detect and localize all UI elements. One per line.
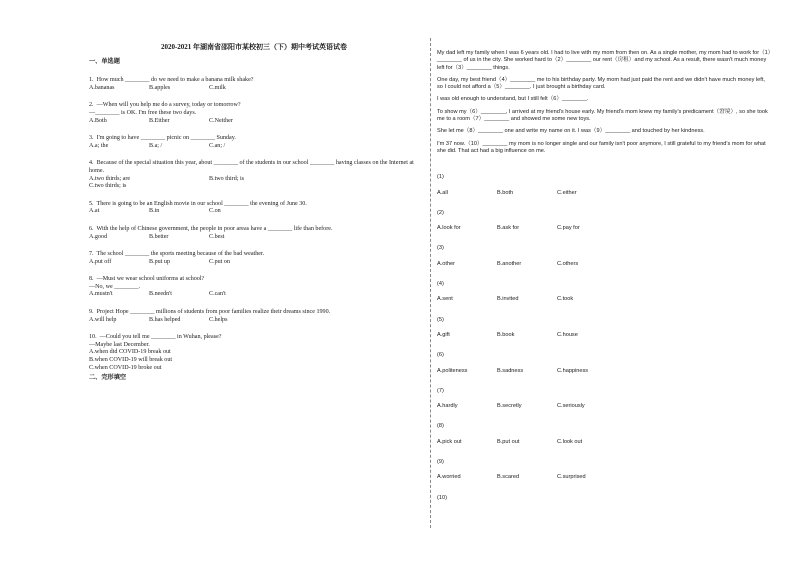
cloze-item: [437, 210, 772, 233]
option-c[interactable]: C.can't: [209, 291, 226, 298]
left-column: [89, 44, 419, 382]
option-a[interactable]: A.bananas: [89, 84, 115, 91]
question: [89, 226, 419, 241]
cloze-options: [437, 225, 772, 232]
option-b[interactable]: B.scared: [497, 474, 520, 481]
question-stem: 1. How much ________ do we need to make a banana milk shake?: [89, 77, 254, 84]
option-a[interactable]: A.put off: [89, 258, 112, 265]
option-c[interactable]: C.two thirds; is: [89, 183, 127, 190]
question: [89, 135, 419, 150]
option-c[interactable]: C.when COVID-19 broke out: [89, 364, 162, 371]
option-a[interactable]: A.all: [437, 189, 448, 196]
option-b[interactable]: B.a; /: [149, 142, 163, 149]
option-c[interactable]: C.house: [557, 331, 578, 338]
cloze-number: (5): [437, 316, 444, 323]
question-options: [89, 291, 419, 299]
question: [89, 251, 419, 266]
cloze-item: [437, 281, 772, 304]
option-c[interactable]: C.happiness: [557, 367, 589, 374]
option-a[interactable]: A.gift: [437, 331, 450, 338]
question-stem: 2. —When will you help me do a survey, today or tomorrow? —________ is OK. I'm free these two days.: [89, 102, 241, 116]
passage-paragraph: She let me（8）________ one and write my name on it. I was（9）________ and touched by her kindness.: [437, 128, 705, 135]
option-c[interactable]: C.pay for: [557, 225, 580, 232]
cloze-number: (7): [437, 387, 444, 394]
question-stem: 5. There is going to be an English movie in our school ________ the evening of June 30.: [89, 200, 307, 207]
cloze-options: [437, 296, 772, 303]
option-a[interactable]: A.hardly: [437, 403, 458, 410]
option-c[interactable]: C.helps: [209, 316, 228, 323]
cloze-number: (9): [437, 459, 444, 466]
option-b[interactable]: B.secretly: [497, 403, 522, 410]
option-a[interactable]: A.a; the: [89, 142, 109, 149]
option-a[interactable]: A.sent: [437, 296, 453, 303]
passage-paragraph: One day, my best friend（4）________ me to his birthday party. My mom had just paid the rent and we didn't have much money left, so I could not afford a（5）________. I just brought a birthday card.: [437, 76, 765, 91]
question-options: [89, 143, 419, 151]
option-c[interactable]: C.look out: [557, 438, 583, 445]
cloze-number: (4): [437, 281, 444, 288]
option-b[interactable]: B.apples: [149, 84, 171, 91]
question-stem: 10. —Could you tell me ________ in Wuhan, please? —Maybe last December.: [89, 334, 222, 348]
option-b[interactable]: B.ask for: [497, 225, 520, 232]
option-a[interactable]: A.at: [89, 208, 100, 215]
option-b[interactable]: B.in: [149, 208, 160, 215]
option-b[interactable]: B.invited: [497, 296, 519, 303]
question-stem: 9. Project Hope ________ millions of students from poor families realize their dreams since 1990.: [89, 309, 331, 316]
option-c[interactable]: C.on: [209, 208, 221, 215]
cloze-item: [437, 317, 772, 340]
option-c[interactable]: C.put on: [209, 258, 230, 265]
cloze-item: [437, 352, 772, 375]
option-a[interactable]: A.pick out: [437, 438, 462, 445]
cloze-item: [437, 423, 772, 446]
option-a[interactable]: A.look for: [437, 225, 461, 232]
option-a[interactable]: A.politeness: [437, 367, 468, 374]
question-options: [89, 118, 419, 126]
question-stem: 7. The school ________ the sports meeting because of the bad weather.: [89, 251, 265, 258]
question-options: [89, 85, 419, 93]
question-options: [89, 234, 419, 242]
passage-paragraph: I'm 37 now.（10）________ my mom is no longer single and our family isn't poor anymore, I still grateful to my friend's mom for what she did. That act had a big influence on me.: [437, 140, 766, 154]
option-b[interactable]: B.two third; is: [209, 175, 245, 182]
passage-paragraph: To show my（6）________, I arrived at my friend's house early. My friend's mom knew my family's predicament（窘境）, so she took me to a room（7）________ and showed me some new toys.: [437, 108, 768, 123]
cloze-item: [437, 459, 772, 482]
option-b[interactable]: B.another: [497, 260, 522, 267]
cloze-number: (1): [437, 174, 444, 181]
question-stem: 6. With the help of Chinese government, the people in poor areas have a ________ life than before.: [89, 225, 333, 232]
cloze-item: [437, 174, 772, 197]
cloze-options: [437, 368, 772, 375]
option-c[interactable]: C.seriously: [557, 403, 585, 410]
section-title-cloze: 二、完形填空: [89, 374, 127, 382]
option-a[interactable]: A.will help: [89, 316, 117, 323]
question: [89, 276, 419, 299]
option-b[interactable]: B.sadness: [497, 367, 524, 374]
option-a[interactable]: A.two thirds; are: [89, 175, 131, 182]
option-b[interactable]: B.better: [149, 233, 169, 240]
option-a[interactable]: A.worried: [437, 474, 461, 481]
option-b[interactable]: B.has helped: [149, 316, 181, 323]
option-c[interactable]: C.either: [557, 189, 577, 196]
option-c[interactable]: C.milk: [209, 84, 226, 91]
option-c[interactable]: C.took: [557, 296, 574, 303]
question-stem: 8. —Must we wear school uniforms at school? —No, we ________.: [89, 276, 205, 290]
cloze-number: (2): [437, 209, 444, 216]
question-stem: 3. I'm going to have ________ picnic on ________ Sunday.: [89, 135, 236, 142]
cloze-item: [437, 495, 772, 502]
option-b[interactable]: B.needn't: [149, 291, 172, 298]
cloze-item: [437, 245, 772, 268]
cloze-options: [437, 403, 772, 410]
cloze-options: [437, 332, 772, 339]
question: [89, 102, 419, 125]
cloze-options: [437, 439, 772, 446]
option-b[interactable]: B.put up: [149, 258, 170, 265]
option-c[interactable]: C.best: [209, 233, 225, 240]
passage-paragraph: I was old enough to understand, but I still felt（6）________.: [437, 96, 589, 103]
cloze-number: (8): [437, 423, 444, 430]
question: [89, 201, 419, 216]
question: [89, 334, 419, 372]
option-a[interactable]: A.when did COVID-19 break out: [89, 349, 171, 356]
passage-paragraph: My dad left my family when I was 6 years old. I had to live with my mom from then on. As a single mother, my mom had to work for（1）________ of us in the city. She worked hard to（2）________ our rent（房租）and my school. As a result, there wasn't much money left for（3）________ things.: [437, 50, 771, 71]
cloze-options: [437, 261, 772, 268]
option-b[interactable]: B.put out: [497, 438, 520, 445]
cloze-options: [437, 190, 772, 197]
cloze-options: [437, 474, 772, 481]
option-b[interactable]: B.both: [497, 189, 514, 196]
question-options: [89, 176, 419, 184]
cloze-item: [437, 388, 772, 411]
cloze-number: (6): [437, 352, 444, 359]
option-c[interactable]: C.Neither: [209, 117, 233, 124]
option-a[interactable]: A.Both: [89, 117, 107, 124]
question: [89, 160, 419, 190]
column-divider: [430, 38, 431, 528]
option-a[interactable]: A.other: [437, 260, 456, 267]
option-c[interactable]: C.surprised: [557, 474, 586, 481]
right-column: [437, 50, 772, 510]
option-a[interactable]: A.good: [89, 233, 108, 240]
option-b[interactable]: B.Either: [149, 117, 170, 124]
exam-title: 2020-2021 年湖南省邵阳市某校初三（下）期中考试英语试卷: [160, 43, 348, 51]
option-c[interactable]: C.others: [557, 260, 579, 267]
cloze-number: (3): [437, 245, 444, 252]
section-title-single-choice: 一、单选题: [89, 57, 120, 65]
cloze-number: (10): [437, 494, 447, 501]
option-a[interactable]: A.mustn't: [89, 291, 113, 298]
option-c[interactable]: C.an; /: [209, 142, 226, 149]
question-options: [89, 259, 419, 267]
question-options: [89, 317, 419, 325]
question-stem: 4. Because of the special situation this year, about ________ of the students in our school ________ having classes on the Internet at home.: [89, 160, 416, 174]
question: [89, 77, 419, 92]
question-options: [89, 208, 419, 216]
option-b[interactable]: B.when COVID-19 will break out: [89, 357, 173, 364]
question: [89, 309, 419, 324]
option-b[interactable]: B.book: [497, 331, 515, 338]
